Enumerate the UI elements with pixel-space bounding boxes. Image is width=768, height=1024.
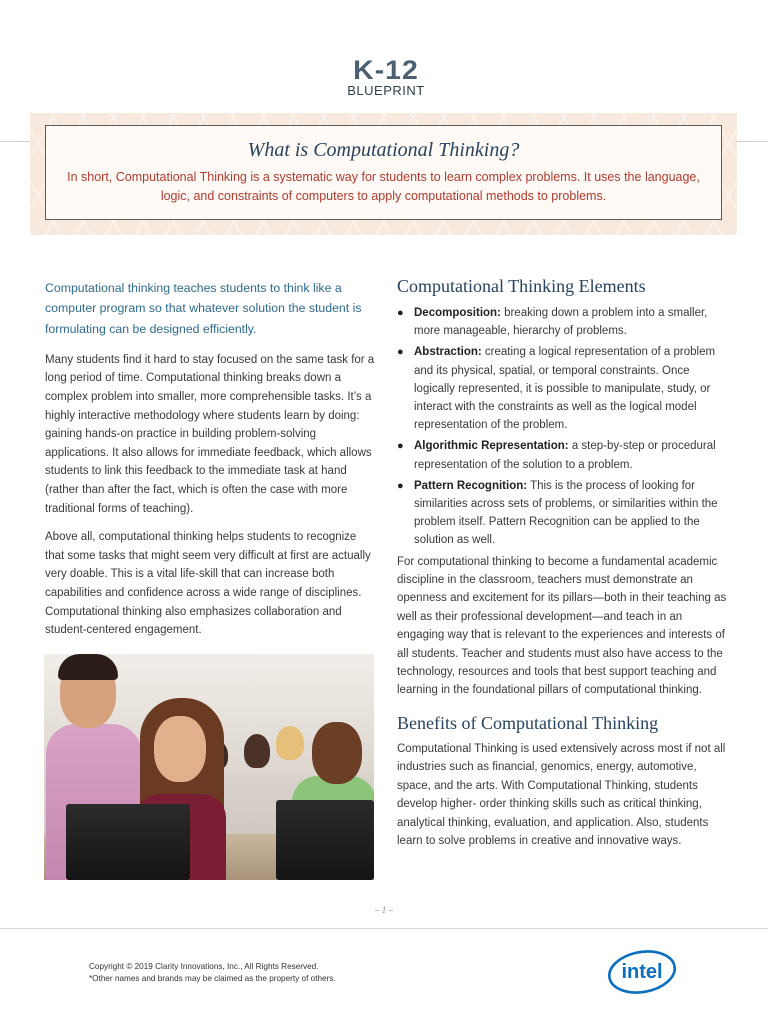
- element-text: This is the process of looking for similarities across sets of problems, or similarities within the problem itself. Pattern Recognition can be applied to the solution as well.: [414, 479, 718, 547]
- photo-student-face: [154, 716, 206, 782]
- logo-main-text: K-12: [353, 55, 419, 85]
- right-column: [397, 275, 727, 850]
- trademark-line: *Other names and brands may be claimed as the property of others.: [89, 974, 336, 983]
- photo-laptop: [66, 804, 190, 880]
- pillars-paragraph: For computational thinking to become a fundamental academic discipline in the classroom, teachers must demonstrate an openness and excitement for its pillars—both in their teaching as well as their professional development—and teach in an engaging way that is relevant to the experiences and interests of all students. Teacher and students must also have access to the technology, resources and tools that best support teaching and learning in the foundational pillars of computational thinking.: [397, 555, 727, 697]
- bullet-icon: ●: [397, 346, 404, 359]
- copyright-line: Copyright © 2019 Clarity Innovations, Inc., All Rights Reserved.: [89, 962, 319, 971]
- element-term: Abstraction:: [414, 346, 482, 359]
- hero-callout: [45, 125, 722, 220]
- bullet-icon: ●: [397, 440, 404, 453]
- body-paragraph: Many students find it hard to stay focused on the same task for a long period of time. Computational thinking breaks down a complex problem into smaller, more comprehensible tasks. It’s a highly interactive methodology where students learn by doing: gaining hands-on practice in building problem-solving applications. It also allows for immediate feedback, which allows students to link this feedback to the immediate task at hand (rather than after the fact, which is often the case with more traditional forms of teaching).: [45, 353, 375, 515]
- left-column: [45, 278, 375, 640]
- hero-rule-left: [0, 141, 32, 142]
- photo-background-student: [244, 734, 270, 768]
- lead-paragraph: Computational thinking teaches students to think like a computer program so that whatever solution the student is formulating can be designed efficiently.: [45, 281, 362, 336]
- intel-logo: [606, 947, 678, 995]
- list-item: [397, 437, 727, 473]
- element-term: Decomposition:: [414, 307, 501, 319]
- element-text: creating a logical representation of a problem and its physical, spatial, or temporal constraints. Once logically represented, it is possible to manipulate, study, or interact with the constraints as well as the logical model representation of the problem.: [414, 346, 716, 432]
- copyright-notice: [89, 961, 489, 985]
- footer-divider: [0, 928, 768, 929]
- photo-background-student: [276, 726, 304, 760]
- photo-laptop: [276, 800, 374, 880]
- elements-list: [397, 304, 727, 550]
- list-item: [397, 343, 727, 434]
- element-term: Algorithmic Representation:: [414, 440, 569, 453]
- logo-sub-text: BLUEPRINT: [347, 83, 425, 98]
- element-text: breaking down a problem into a smaller, more manageable, hierarchy of problems.: [414, 307, 708, 338]
- photo-student-boy-face: [312, 722, 362, 784]
- page-number: – 1 –: [375, 905, 393, 915]
- benefits-paragraph: Computational Thinking is used extensively across most if not all industries such as financial, genomics, energy, automotive, space, and the arts. With Computational Thinking, students develop higher- order thinking skills such as critical thinking, analytical thinking, evaluation, and application. Also, students learn to solve problems in creative and innovative ways.: [397, 742, 726, 847]
- bullet-icon: ●: [397, 479, 404, 492]
- bullet-icon: ●: [397, 307, 404, 319]
- classroom-photo: [44, 654, 374, 880]
- element-term: Pattern Recognition:: [414, 479, 528, 492]
- hero-subtitle: In short, Computational Thinking is a systematic way for students to learn complex problems. It uses the language, logic, and constraints of computers to apply computational methods to problems.: [67, 170, 700, 203]
- intel-logo-text: intel: [621, 961, 663, 983]
- list-item: [397, 477, 727, 550]
- body-paragraph: Above all, computational thinking helps students to recognize that some tasks that might seem very difficult at first are actually very doable. This is a vital life-skill that can increase both capabilities and confidence across a wide range of disciplines. Computational thinking also emphasizes collaboration and student-centered engagement.: [45, 531, 371, 637]
- hero-title: What is Computational Thinking?: [247, 139, 520, 161]
- elements-heading: Computational Thinking Elements: [397, 276, 646, 296]
- photo-teacher-hair: [58, 654, 118, 680]
- k12-blueprint-logo: [345, 56, 427, 98]
- element-text: a step-by-step or procedural representation of the solution to a problem.: [414, 440, 716, 471]
- benefits-heading: Benefits of Computational Thinking: [397, 712, 659, 733]
- list-item: [397, 304, 727, 340]
- hero-rule-right: [736, 141, 768, 142]
